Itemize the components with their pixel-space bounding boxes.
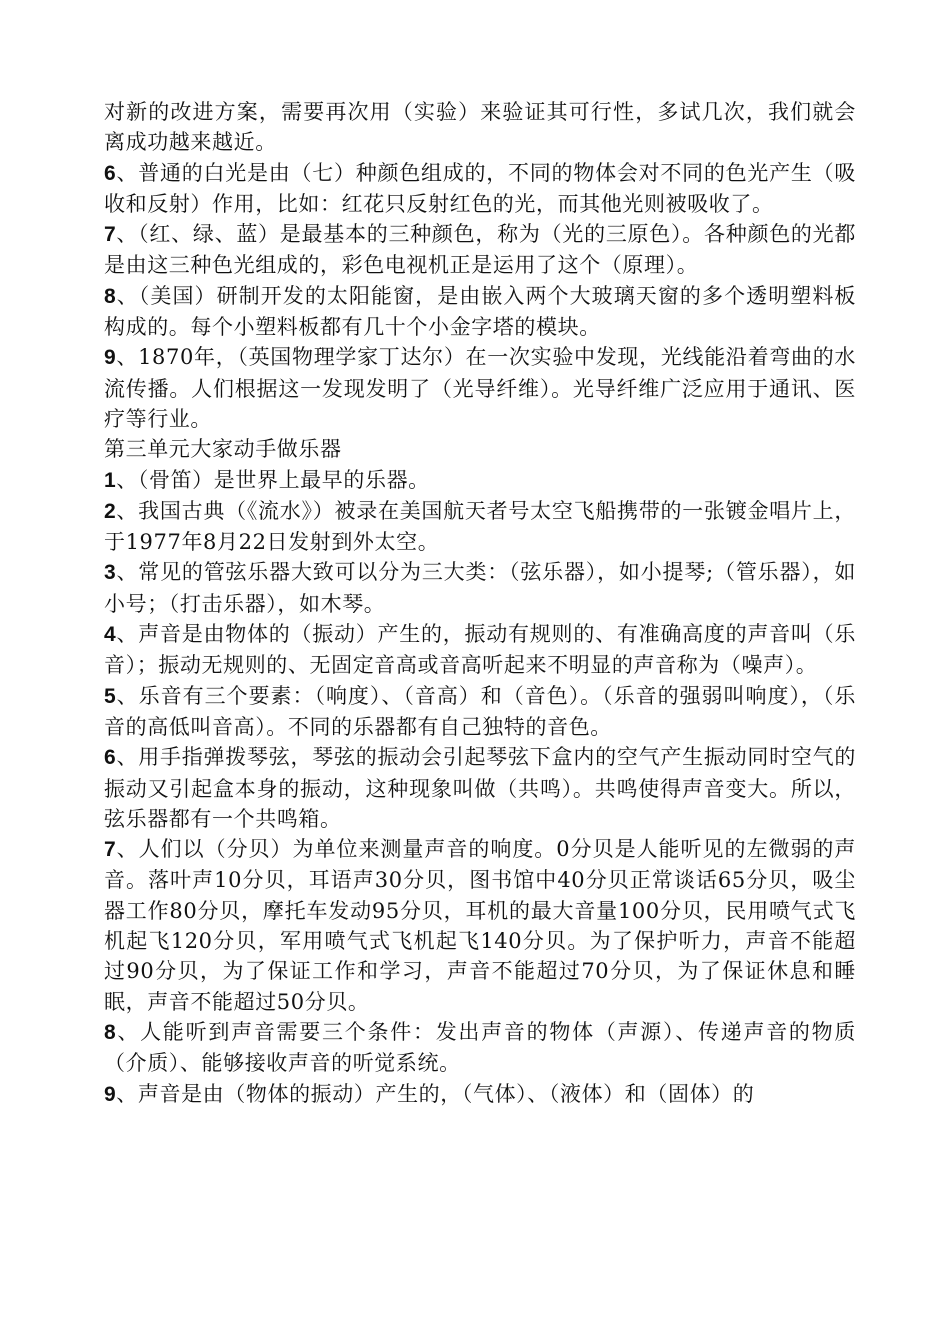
item-text: 、人们以（分贝）为单位来测量声音的响度。0分贝是人能听见的左微弱的声音。落叶声10分贝，耳语声30分贝，图书馆中40分贝正常谈话65分贝，吸尘器工作80分贝，摩托车发动95分贝，耳机的最大音量100分贝，民用喷气式飞机起飞120分贝，军用喷气式飞机起飞140分贝。为了保护听力，声音不能超过90分贝，为了保证工作和学习，声音不能超过70分贝，为了保证休息和睡眠，声音不能超过50分贝。 (104, 837, 856, 1014)
document-page (104, 97, 856, 1110)
paragraph-continued (104, 97, 856, 158)
item-text: 、（美国）研制开发的太阳能窗，是由嵌入两个大玻璃天窗的多个透明塑料板构成的。每个小塑料板都有几十个小金字塔的模块。 (104, 283, 856, 340)
item-number: 8 (104, 284, 117, 308)
list-item (104, 681, 856, 743)
item-number: 9 (104, 1082, 117, 1106)
item-number: 6 (104, 746, 117, 770)
item-number: 7 (104, 223, 117, 247)
list-item (104, 834, 856, 1017)
item-number: 5 (104, 684, 117, 708)
list-item (104, 1079, 856, 1110)
item-number: 1 (104, 468, 117, 492)
list-item (104, 619, 856, 681)
item-text: 、用手指弹拨琴弦，琴弦的振动会引起琴弦下盒内的空气产生振动同时空气的振动又引起盒本身的振动，这种现象叫做（共鸣）。共鸣使得声音变大。所以，弦乐器都有一个共鸣箱。 (104, 745, 856, 831)
item-number: 4 (104, 623, 117, 647)
item-text: 、声音是由（物体的振动）产生的，（气体）、（液体）和（固体）的 (116, 1081, 755, 1106)
item-text: 、乐音有三个要素：（响度）、（音高）和（音色）。（乐音的强弱叫响度），（乐音的高低叫音高）。不同的乐器都有自己独特的音色。 (104, 683, 856, 739)
list-item (104, 557, 856, 619)
item-number: 7 (104, 838, 117, 862)
list-item (104, 342, 856, 434)
list-item (104, 742, 856, 834)
item-text: 、人能听到声音需要三个条件：发出声音的物体（声源）、传递声音的物质（介质）、能够接收声音的听觉系统。 (104, 1019, 856, 1076)
item-text: 、声音是由物体的（振动）产生的，振动有规则的、有准确高度的声音叫（乐音）；振动无规则的、无固定音高或音高听起来不明显的声音称为（噪声）。 (104, 622, 856, 678)
item-number: 3 (104, 561, 117, 585)
item-text: 、1870年，（英国物理学家丁达尔）在一次实验中发现，光线能沿着弯曲的水流传播。人们根据这一发现发明了（光导纤维）。光导纤维广泛应用于通讯、医疗等行业。 (104, 345, 856, 431)
list-item (104, 158, 856, 220)
section-heading: 第三单元大家动手做乐器 (104, 437, 342, 462)
list-item (104, 1017, 856, 1079)
item-text: 、常见的管弦乐器大致可以分为三大类：（弦乐器），如小提琴;（管乐器），如小号；（打击乐器），如木琴。 (104, 560, 856, 616)
item-text: 、我国古典（《流水》）被录在美国航天者号太空飞船携带的一张镀金唱片上，于1977年8月22日发射到外太空。 (104, 498, 856, 555)
list-item (104, 219, 856, 281)
item-number: 6 (104, 161, 117, 185)
item-number: 2 (104, 499, 117, 523)
paragraph-text: 对新的改进方案，需要再次用（实验）来验证其可行性，多试几次，我们就会离成功越来越近。 (104, 100, 856, 155)
item-text: 、普通的白光是由（七）种颜色组成的，不同的物体会对不同的色光产生（吸收和反射）作用，比如：红花只反射红色的光，而其他光则被吸收了。 (104, 160, 856, 216)
item-text: 、（骨笛）是世界上最早的乐器。 (116, 467, 430, 492)
list-item (104, 281, 856, 343)
list-item (104, 465, 856, 496)
item-text: 、（红、绿、蓝）是最基本的三种颜色，称为（光的三原色）。各种颜色的光都是由这三种色光组成的，彩色电视机正是运用了这个（原理）。 (104, 222, 856, 278)
item-number: 8 (104, 1020, 117, 1044)
item-number: 9 (104, 346, 117, 370)
list-item (104, 496, 856, 558)
